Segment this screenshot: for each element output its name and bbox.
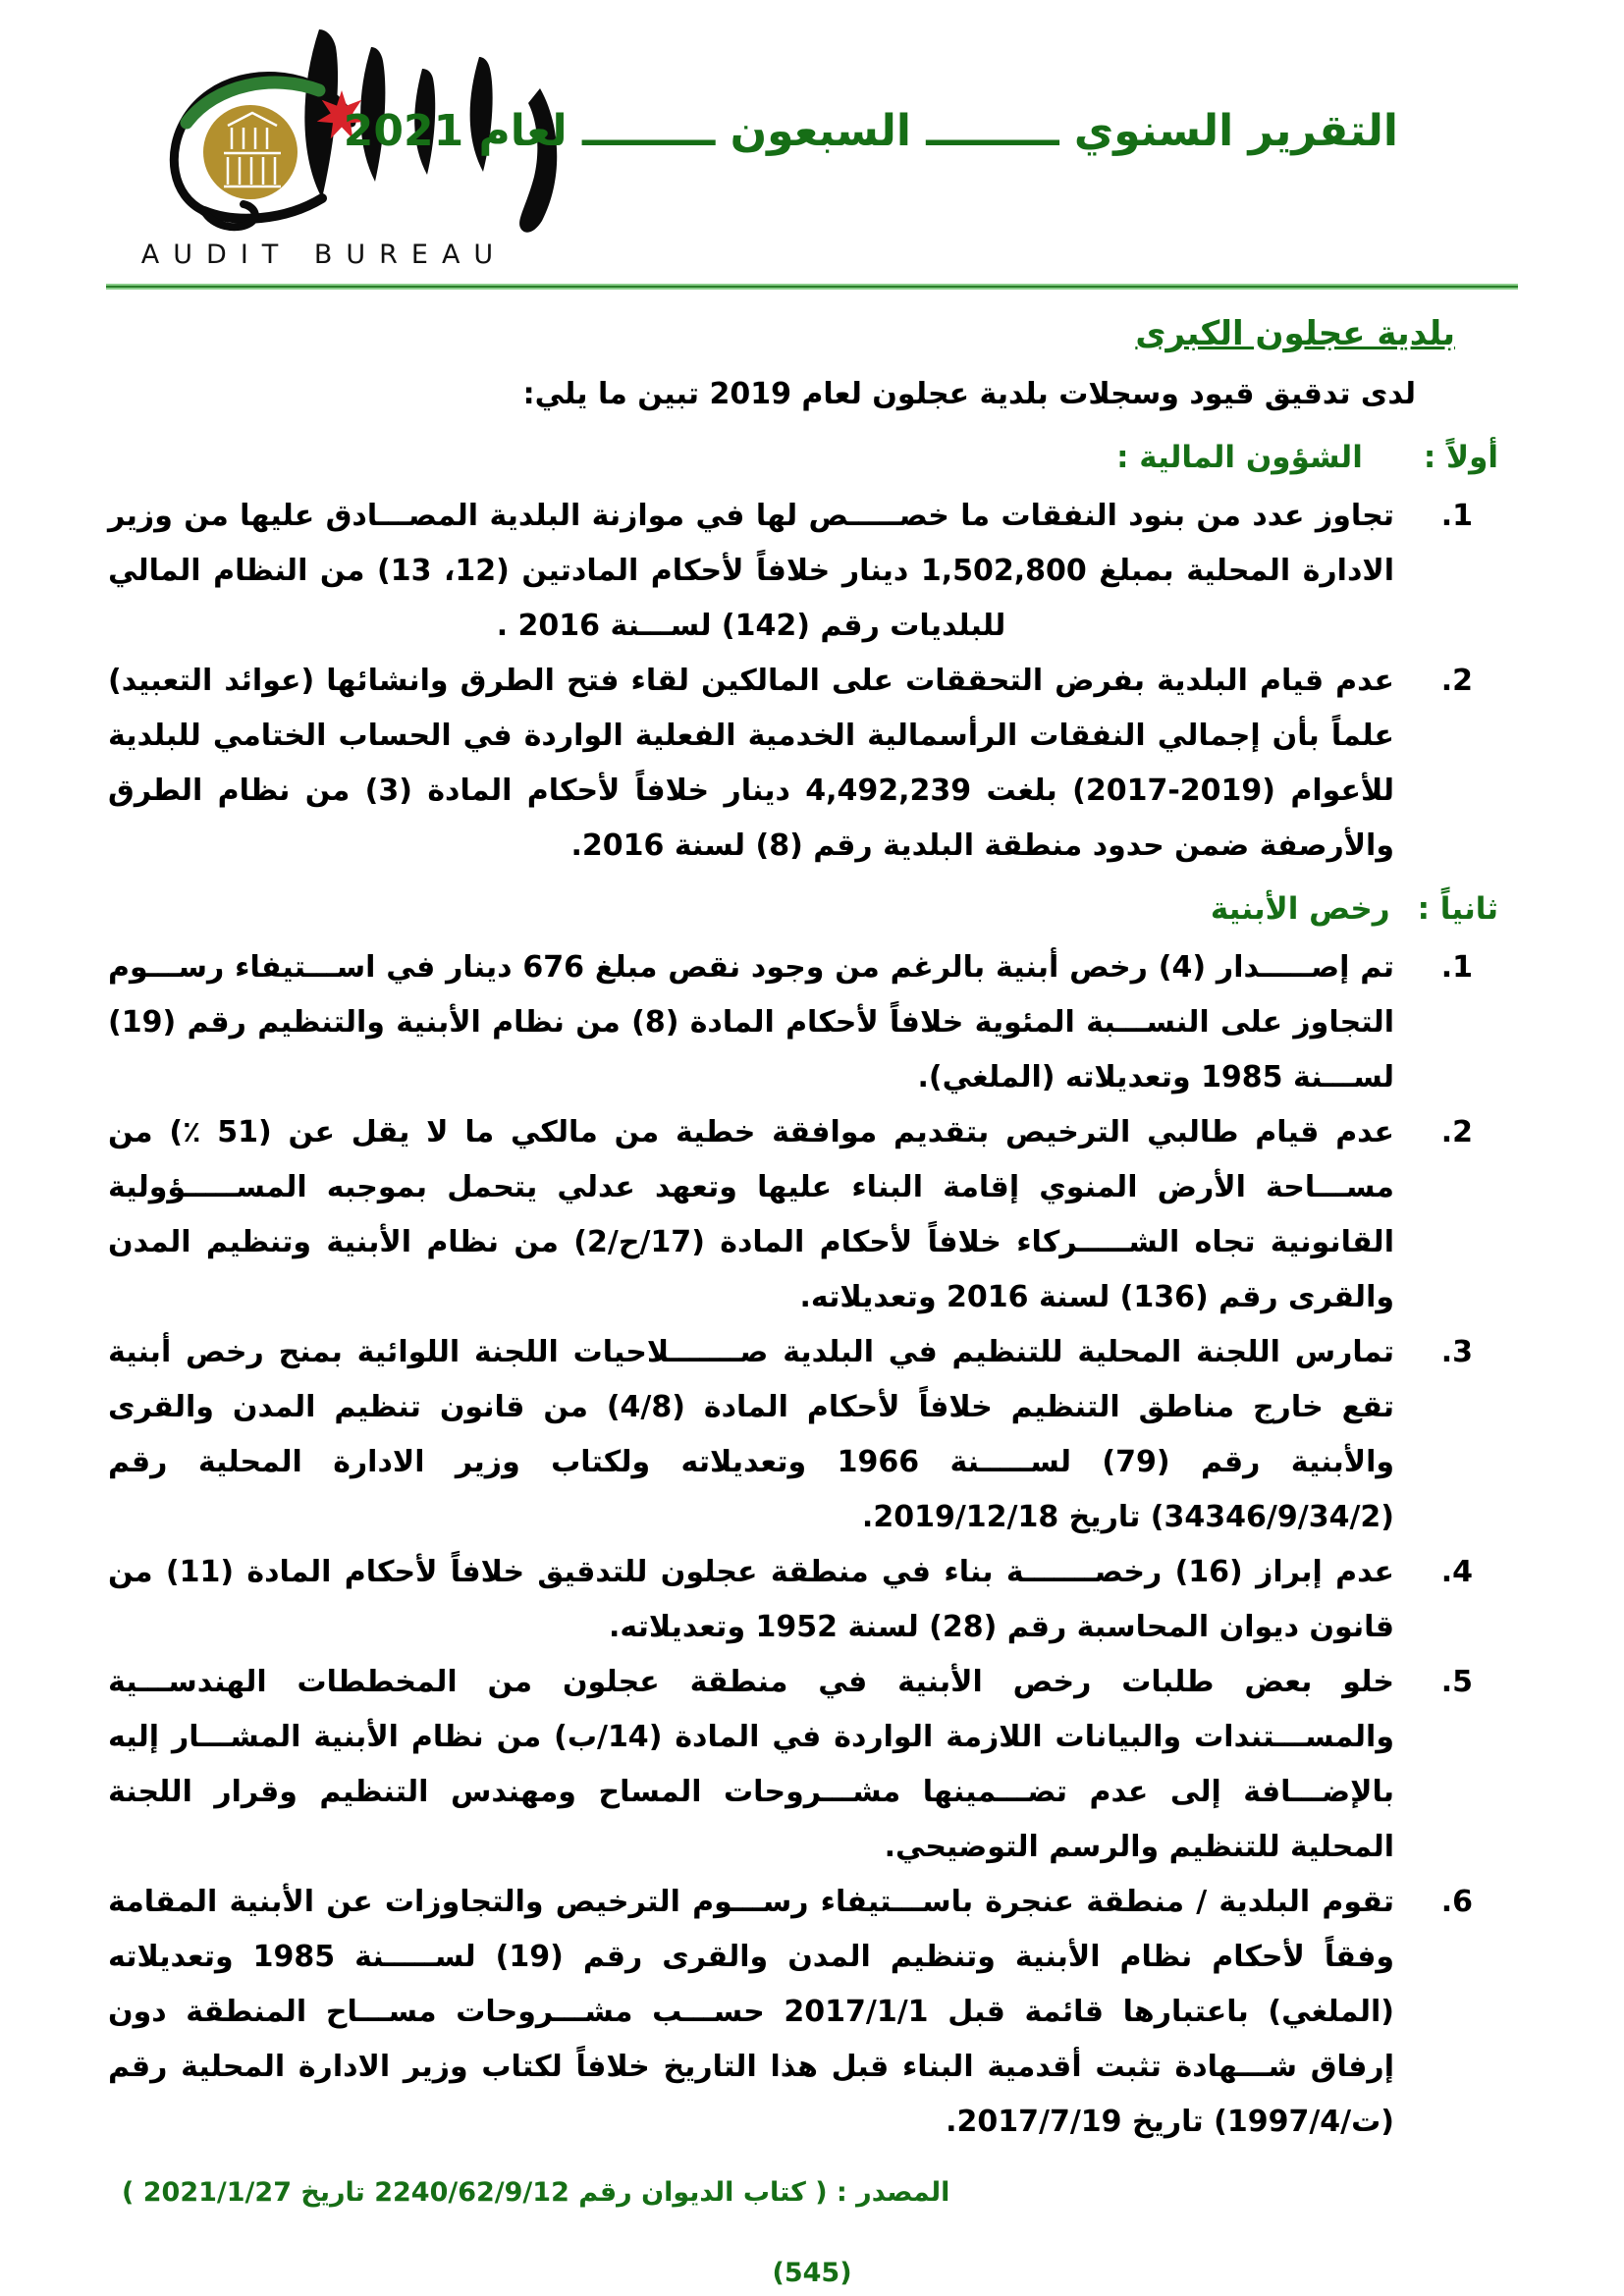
item-text: عدم قيام البلدية بفرض التحققات على المالكين لقاء فتح الطرق وانشائها (عوائد التعبيد) علماً بأن إجمالي النفقات الرأسمالية الخدمية الفعلية الواردة في الحساب الختامي للبلدية للأعوام (2019-2017) بلغت 4,492,239 دينار خلافاً لأحكام المادة (3) من نظام الطرق والأرصفة ضمن حدود منطقة البلدية رقم (8) لسنة 2016. xyxy=(108,664,1394,863)
item-text: عدم إبراز (16) رخصـــــــة بناء في منطقة عجلون للتدقيق خلافاً لأحكام المادة (11) من قانون ديوان المحاسبة رقم (28) لسنة 1952 وتعديلاته. xyxy=(108,1555,1394,1644)
section-name: الشؤون المالية : xyxy=(1116,440,1363,475)
item-number: 4. xyxy=(1440,1555,1473,1589)
item-number: 3. xyxy=(1440,1335,1473,1369)
item-number: 1. xyxy=(1440,950,1473,985)
source-note: المصدر : ( كتاب الديوان رقم 2240/62/9/12 تاريخ 2021/1/27 ) xyxy=(122,2177,950,2208)
separator-rule xyxy=(106,284,1518,290)
report-body xyxy=(108,302,1516,2296)
item-text: تجاوز عدد من بنود النفقات ما خصـــــص لها في موازنة البلدية المصـــادق عليها من وزير الادارة المحلية بمبلغ 1,502,800 دينار خلافاً لأحكام المادتين (12، 13) من النظام المالي للبلديات رقم (142) لســـنة 2016 . xyxy=(108,499,1394,643)
list-item xyxy=(108,1545,1516,1655)
item-number: 2. xyxy=(1440,1115,1473,1149)
item-text: عدم قيام طالبي الترخيص بتقديم موافقة خطية من مالكي ما لا يقل عن (51 ٪) من مســـاحة الأرض المنوي إقامة البناء عليها وتعهد عدلي يتحمل بموجبه المســـــؤولية القانونية تجاه الشـــــركاء خلافاً لأحكام المادة (17/ح/2) من نظام الأبنية وتنظيم المدن والقرى رقم (136) لسنة 2016 وتعديلاته. xyxy=(108,1115,1395,1314)
list-item xyxy=(108,489,1516,654)
list-item xyxy=(108,1325,1516,1545)
page-title: بلدية عجلون الكبرى xyxy=(1135,314,1455,353)
page-header xyxy=(108,29,1516,275)
list-item xyxy=(108,1875,1516,2150)
list-item xyxy=(108,654,1516,874)
section-name: رخص الأبنية xyxy=(1210,891,1390,927)
list-item xyxy=(108,1105,1516,1325)
section-heading-financial xyxy=(108,430,1516,485)
item-number: 6. xyxy=(1440,1885,1473,1919)
audit-bureau-wordmark: AUDIT BUREAU xyxy=(140,240,508,270)
item-text: تم إصـــــدار (4) رخص أبنية بالرغم من وجود نقص مبلغ 676 دينار في اســـتيفاء رســـوم التجاوز على النســـبة المئوية خلافاً لأحكام المادة (8) من نظام الأبنية والتنظيم رقم (19) لســـنة 1985 وتعديلاته (الملغي). xyxy=(108,950,1395,1095)
item-text: تمارس اللجنة المحلية للتنظيم في البلدية صـــــــلاحيات اللجنة اللوائية بمنح رخص أبنية تقع خارج مناطق التنظيم خلافاً لأحكام المادة (4/8) من قانون تنظيم المدن والقرى والأبنية رقم (79) لســـــنة 1966 وتعديلاته ولكتاب وزير الادارة المحلية رقم (34346/9/34/2) تاريخ 2019/12/18. xyxy=(108,1335,1394,1534)
item-number: 1. xyxy=(1440,499,1473,533)
section-ordinal: ثانياً : xyxy=(1417,891,1498,927)
item-number: 2. xyxy=(1440,664,1473,698)
section-ordinal: أولاً : xyxy=(1423,440,1498,475)
intro-text: لدى تدقيق قيود وسجلات بلدية عجلون لعام 2019 تبين ما يلي: xyxy=(522,377,1416,411)
report-title: التقرير السنوي ـــــــــ السبعون ـــــــــ لعام 2021 xyxy=(343,106,1398,156)
list-item xyxy=(108,940,1516,1105)
item-text: خلو بعض طلبات رخص الأبنية في منطقة عجلون من المخططات الهندســـية والمســـتندات والبيانات اللازمة الواردة في المادة (14/ب) من نظام الأبنية المشـــار إليه بالإضـــافة إلى عدم تضـــمينها مشـــروحات المساح ومهندس التنظيم وقرار اللجنة المحلية للتنظيم والرسم التوضيحي. xyxy=(108,1665,1394,1864)
page-number: (545) xyxy=(772,2258,852,2288)
section-heading-building-permits xyxy=(108,881,1516,936)
list-item xyxy=(108,1655,1516,1875)
item-number: 5. xyxy=(1440,1665,1473,1699)
item-text: تقوم البلدية / منطقة عنجرة باســـتيفاء رســـوم الترخيص والتجاوزات عن الأبنية المقامة وفقاً لأحكام نظام الأبنية وتنظيم المدن والقرى رقم (19) لســـــنة 1985 وتعديلاته (الملغي) باعتبارها قائمة قبل 2017/1/1 حســـب مشـــروحات مســـاح المنطقة دون إرفاق شـــهادة تثبت أقدمية البناء قبل هذا التاريخ خلافاً لكتاب وزير الادارة المحلية رقم (ت/1997/4) تاريخ 2017/7/19. xyxy=(108,1885,1395,2139)
